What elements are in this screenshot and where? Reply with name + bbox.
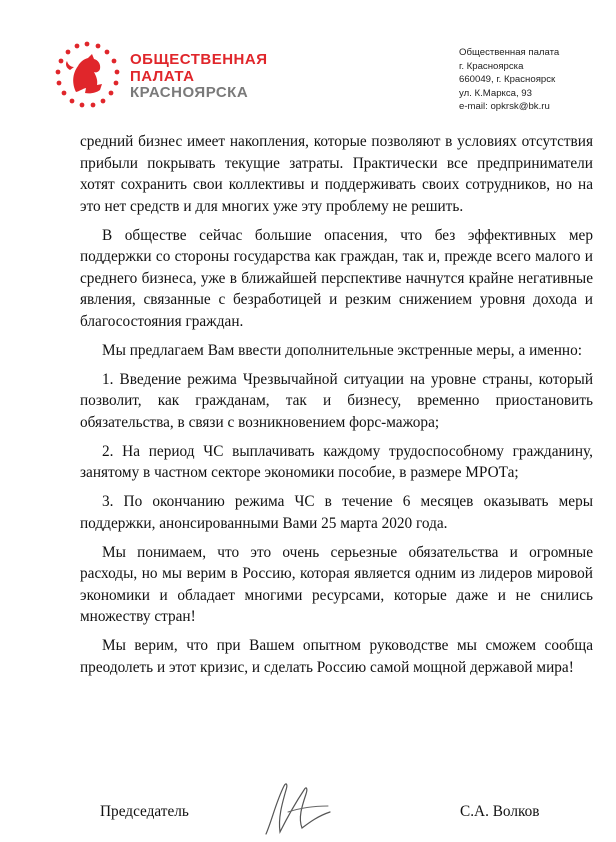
address-line: г. Красноярска bbox=[459, 60, 524, 72]
address-line: Общественная палата bbox=[459, 47, 560, 58]
signatory-name: С.А. Волков bbox=[460, 803, 540, 820]
handwritten-signature bbox=[258, 772, 343, 842]
list-item: 1. Введение режима Чрезвычайной ситуации на уровне страны, который позволит, как гражданам, так и бизнесу, временно приостановить обязательства, в связи с возникновением форс-мажора; bbox=[80, 370, 593, 431]
letterhead bbox=[0, 0, 616, 130]
signatory-title: Председатель bbox=[100, 803, 189, 820]
paragraph: средний бизнес имеет накопления, которые позволяют в условиях отсутствия прибыли покрывать текущие затраты. Практически все предприниматели хотят сохранить свои коллективы и поддерживать своих сотрудников, но на это нет средств и для многих уже эту проблему не решить. bbox=[80, 133, 593, 215]
list-item: 2. На период ЧС выплачивать каждому трудоспособному гражданину, занятому в частном секторе экономики пособие, в размере МРОТа; bbox=[80, 442, 593, 481]
org-line-2: ПАЛАТА bbox=[130, 67, 195, 85]
org-line-1: ОБЩЕСТВЕННАЯ bbox=[130, 51, 268, 68]
paragraph: В обществе сейчас большие опасения, что без эффективных мер поддержки со стороны государства как граждан, так и, прежде всего малого и среднего бизнеса, уже в ближайшей перспективе начнутся крайне негативные явления, связанные с безработицей и резким снижением уровня дохода и благосостояния граждан. bbox=[80, 226, 593, 330]
org-line-3: КРАСНОЯРСКА bbox=[130, 84, 249, 101]
paragraph: Мы понимаем, что это очень серьезные обязательства и огромные расходы, но мы верим в Россию, которая является одним из лидеров мировой экономики и обладает многими ресурсами, которые даже и не снились множеству стран! bbox=[80, 543, 593, 625]
paragraph: Мы верим, что при Вашем опытном руководстве мы сможем сообща преодолеть и этот кризис, и сделать Россию самой мощной державой мира! bbox=[80, 637, 593, 676]
letter-body bbox=[80, 131, 593, 686]
lion-emblem-icon bbox=[52, 40, 122, 110]
address-line: ул. К.Маркса, 93 bbox=[459, 87, 532, 99]
paragraph: Мы предлагаем Вам ввести дополнительные экстренные меры, а именно: bbox=[102, 341, 582, 359]
organization-name bbox=[130, 52, 267, 102]
list-item: 3. По окончанию режима ЧС в течение 6 месяцев оказывать меры поддержки, анонсированными Вами 25 марта 2020 года. bbox=[80, 493, 593, 532]
email-line: e-mail: opkrsk@bk.ru bbox=[459, 101, 550, 113]
address-block bbox=[459, 46, 559, 114]
address-line: 660049, г. Красноярск bbox=[459, 74, 556, 86]
